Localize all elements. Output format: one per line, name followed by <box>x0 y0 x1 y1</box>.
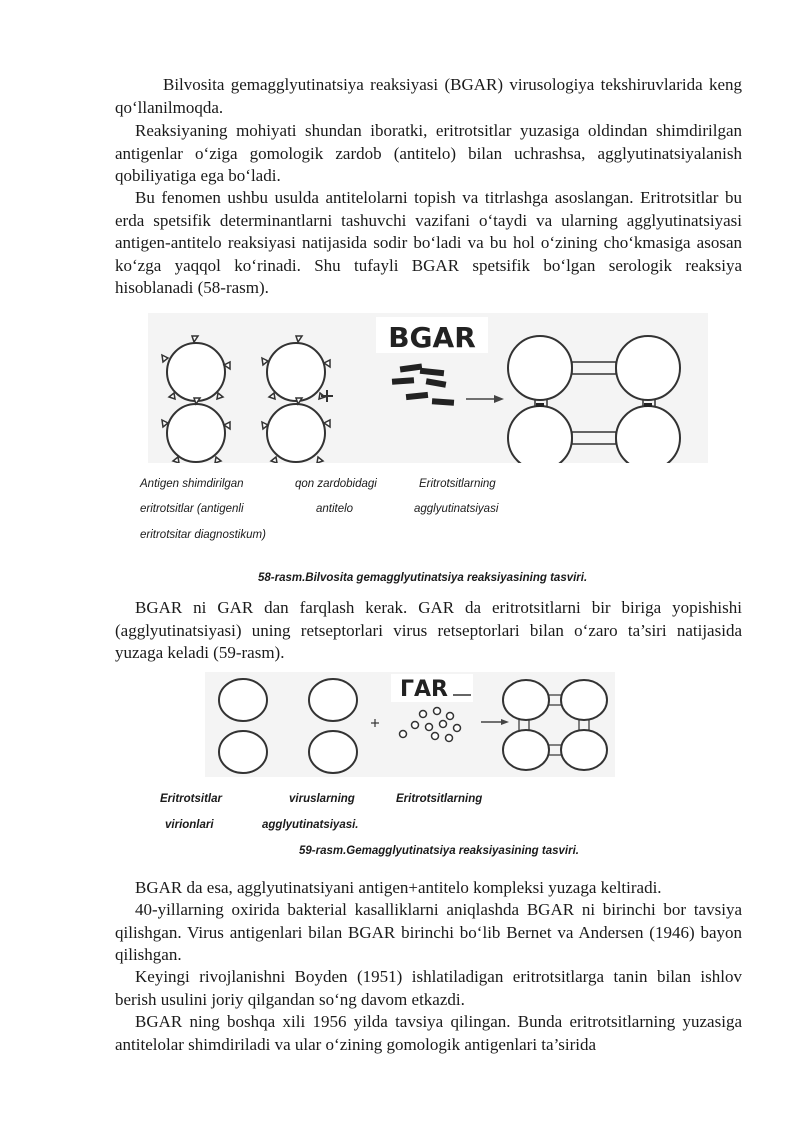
figure-59-caption: 59-rasm.Gemagglyutinatsiya reaksiyasining tasviri. <box>299 845 579 857</box>
paragraph-boyden: Keyingi rivojlanishni Boyden (1951) ishlatiladigan eritrotsitlarga tanin bilan ishlov berish usulini joriy qilgandan so‘ng davom etkazdi. <box>115 967 742 1009</box>
figure-58-label-antigen-1: Antigen shimdirilgan <box>140 478 244 490</box>
paragraph-gar-difference: BGAR ni GAR dan farqlash kerak. GAR da eritrotsitlarni bir biriga yopishishi (agglyutinatsiyasi) uning retseptorlari virus retseptorlari bilan o‘zaro ta’siri natijasida yuzaga keladi (59-rasm). <box>115 598 742 662</box>
figure-59-label-erythrocytes: Eritrotsitlar <box>160 793 222 805</box>
figure-58-title: BGAR <box>388 321 476 354</box>
figure-58-label-serum-2: antitelo <box>316 503 354 515</box>
figure-58-caption-clip <box>258 571 598 584</box>
figure-59-title: ГАR <box>400 677 448 702</box>
figure-58-label-serum-1: qon zardobidagi <box>295 478 377 490</box>
figure-58-label-agglutination-2: agglyutinatsiyasi <box>414 503 499 515</box>
figure-59-label-agglutination-1: Eritrotsitlarning <box>396 793 483 805</box>
figure-58-bgar-diagram <box>148 313 708 463</box>
paragraph-bgar-complex: BGAR da esa, agglyutinatsiyani antigen+antitelo kompleksi yuzaga keltiradi. <box>135 878 662 897</box>
paragraph-intro: Bilvosita gemagglyutinatsiya reaksiyasi (BGAR) virusologiya tekshiruvlarida keng qo‘llanilmoqda. <box>115 75 742 117</box>
figure-58-label-antigen-3: eritrotsitar diagnostikum) <box>140 529 266 541</box>
paragraph-history: 40-yillarning oxirida bakterial kasalliklarni aniqlashda BGAR ni birinchi bor tavsiya qilishgan. Virus antigenlari bilan BGAR birinchi bo‘lib Bernet va Andersen (1946) bayon qilishgan. <box>115 900 742 964</box>
paragraph-essence: Reaksiyaning mohiyati shundan iboratki, eritrotsitlar yuzasiga oldindan shimdirilgan antigenlar o‘ziga gomologik zardob (antitelo) bilan uchrashsa, agglyutinatsiyalanish qobiliyatiga ega bo‘ladi. <box>115 121 742 185</box>
figure-58-caption: 58-rasm.Bilvosita gemagglyutinatsiya reaksiyasining tasviri. <box>258 572 588 584</box>
figure-59-label-agglutination-2: agglyutinatsiyasi. <box>262 819 359 831</box>
paragraph-phenomenon: Bu fenomen ushbu usulda antitelolarni topish va titrlashga asoslangan. Eritrotsitlar bu erda spetsifik determinantlarni tashuvchi vazifani o‘taydi va ularning agglyutinatsiyasi antigen-antitelo reaksiyasi natijasida sodir bo‘ladi va bu hol o‘zining cho‘kmasiga asosan ko‘zga yaqqol ko‘rinadi. Shu tufayli BGAR spetsifik bo‘lgan serologik reaksiya hisoblanadi (58-rasm). <box>115 188 742 297</box>
figure-58-label-antigen-2: eritrotsitlar (antigenli <box>140 503 244 515</box>
figure-59-gar-diagram <box>205 672 615 777</box>
figure-59-label-virus-2: virionlari <box>165 819 214 831</box>
figure-58-label-agglutination-1: Eritrotsitlarning <box>419 478 496 490</box>
figure-59-label-virus-1: viruslarning <box>289 793 355 805</box>
paragraph-1956: BGAR ning boshqa xili 1956 yilda tavsiya qilingan. Bunda eritrotsitlarning yuzasiga antitelolar shimdiriladi va ular o‘zining gomologik antigenlari ta’sirida <box>115 1012 742 1054</box>
